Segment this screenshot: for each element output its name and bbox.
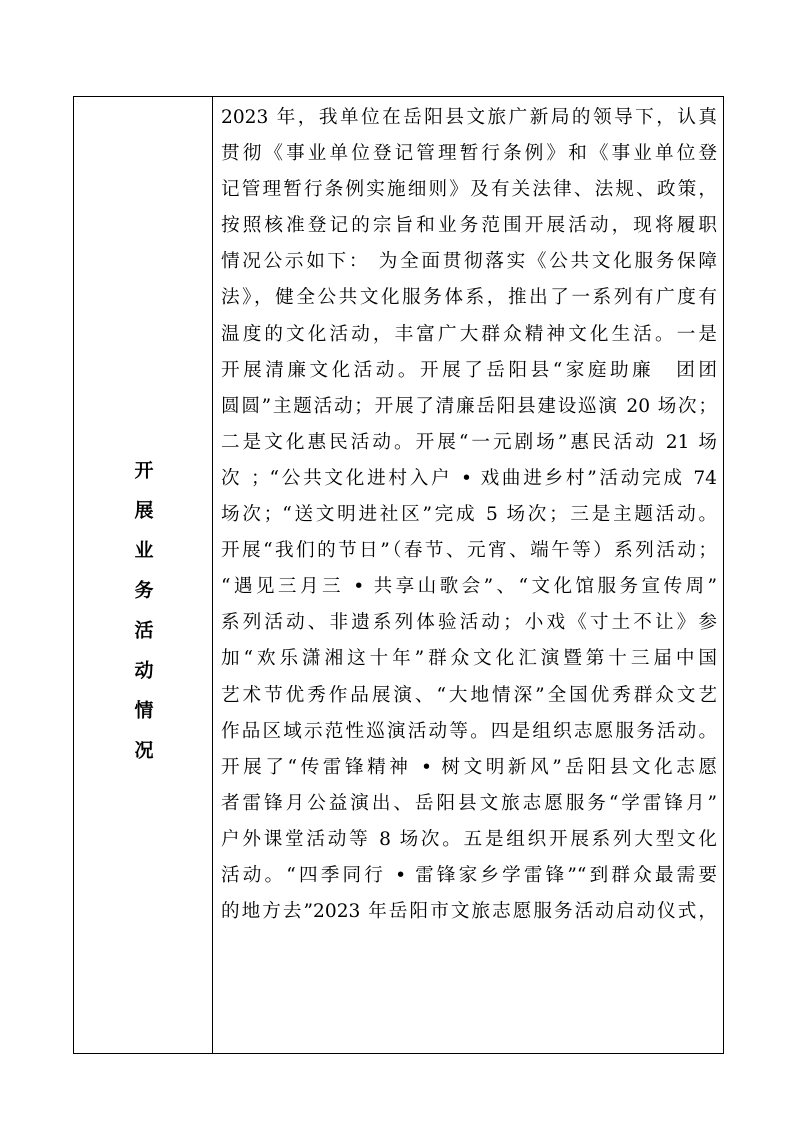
- content-line: 记管理暂行条例实施细则》及有关法律、法规、政策，: [221, 179, 717, 201]
- content-line: 2023 年，我单位在岳阳县文旅广新局的领导下，认真: [221, 107, 717, 128]
- content-line: 者雷锋月公益演出、岳阳县文旅志愿服务“学雷锋月”: [221, 792, 717, 814]
- content-line: 按照核准登记的宗旨和业务范围开展活动，现将履职: [221, 215, 717, 237]
- content-line: 法》，健全公共文化服务体系，推出了一系列有广度有: [221, 287, 717, 309]
- content-line: 活动。“四季同行 • 雷锋家乡学雷锋”“到群众最需要: [221, 864, 717, 886]
- content-line: 系列活动、非遗系列体验活动；小戏《寸土不让》参: [221, 612, 717, 634]
- content-line: 二是文化惠民活动。开展“一元剧场”惠民活动 21 场: [221, 431, 717, 453]
- label-cell: [73, 96, 212, 1054]
- content-line: 圆圆”主题活动；开展了清廉岳阳县建设巡演 20 场次；: [221, 395, 717, 417]
- section-label: 开展业务活动情况: [131, 460, 154, 780]
- content-line: 场次；“送文明进社区”完成 5 场次；三是主题活动。: [221, 504, 717, 526]
- content-line: 户外课堂活动等 8 场次。五是组织开展系列大型文化: [221, 828, 717, 850]
- content-cell: [221, 100, 717, 930]
- content-line: 艺术节优秀作品展演、“大地情深”全国优秀群众文艺: [221, 684, 717, 706]
- content-line: 温度的文化活动，丰富广大群众精神文化生活。一是: [221, 323, 717, 345]
- content-line: 开展“我们的节日”（春节、元宵、端午等）系列活动；: [221, 540, 717, 562]
- column-divider: [212, 96, 213, 1054]
- content-line: “遇见三月三 • 共享山歌会”、“文化馆服务宣传周”: [221, 576, 717, 598]
- content-line: 贯彻《事业单位登记管理暂行条例》和《事业单位登: [221, 143, 717, 165]
- content-line: 作品区域示范性巡演活动等。四是组织志愿服务活动。: [221, 720, 717, 742]
- content-line: 的地方去”2023 年岳阳市文旅志愿服务活动启动仪式，: [221, 901, 717, 923]
- content-line: 开展清廉文化活动。开展了岳阳县“家庭助廉 团团: [221, 359, 717, 381]
- content-line: 次 ；“公共文化进村入户 • 戏曲进乡村”活动完成 74: [221, 467, 717, 489]
- content-line: 开展了“传雷锋精神 • 树文明新风”岳阳县文化志愿: [221, 756, 717, 778]
- content-line: 情况公示如下： 为全面贯彻落实《公共文化服务保障: [221, 251, 717, 273]
- content-line: 加“欢乐潇湘这十年”群众文化汇演暨第十三届中国: [221, 648, 717, 670]
